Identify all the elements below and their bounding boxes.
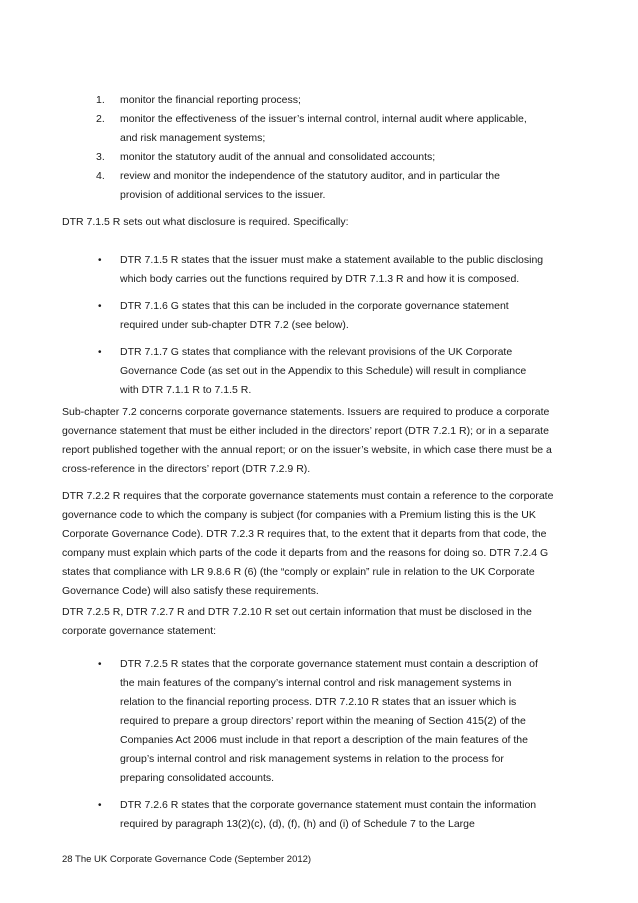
list-item-text: review and monitor the independence of the statutory auditor, and in particular the provision of additional services to the issuer. [120,170,500,201]
bullet-list-dtr-7-1 [0,251,638,408]
bullet-item [0,343,545,400]
list-item [0,110,540,148]
list-item-text: monitor the statutory audit of the annual and consolidated accounts; [120,151,436,163]
bullet-item [0,297,545,335]
list-item [0,167,540,205]
bullet-icon: • [98,659,102,670]
bullet-item-text: DTR 7.1.5 R states that the issuer must make a statement available to the public disclosing which body carries out the functions required by DTR 7.1.3 R and how it is composed. [120,254,544,285]
list-number: 1. [96,94,105,106]
bullet-icon: • [98,301,102,312]
bullet-item [0,655,545,788]
paragraph-sub-chapter-7-2: Sub-chapter 7.2 concerns corporate governance statements. Issuers are required to produce a corporate governance statement that must be either included in the directors’ report (DTR 7.2.1 R); or in a separate report published together with the annual report; or on the issuer’s website, in which case there must be a cross-reference in the directors’ report (DTR 7.2.9 R). [62,406,552,475]
bullet-icon: • [98,347,102,358]
list-number: 3. [96,151,105,163]
page-footer: 28 The UK Corporate Governance Code (September 2012) [62,854,312,865]
bullet-item [0,796,545,834]
list-number: 2. [96,113,105,125]
bullet-item-text: DTR 7.1.7 G states that compliance with the relevant provisions of the UK Corporate Governance Code (as set out in the Appendix to this Schedule) will result in compliance with DTR 7.1.1 R to 7.1.5 R. [120,346,527,396]
bullet-item-text: DTR 7.2.5 R states that the corporate governance statement must contain a description of the main features of the company’s internal control and risk management systems in relation to the financial reporting process. DTR 7.2.10 R states that an issuer which is required to prepare a group directors’ report within the meaning of Section 415(2) of the Companies Act 2006 must include in that report a description of the main features of the group’s internal control and risk management systems in relation to the process for preparing consolidated accounts. [120,658,538,784]
list-item-text: monitor the financial reporting process; [120,94,301,106]
list-item-text: monitor the effectiveness of the issuer’s internal control, internal audit where applicable, and risk management systems; [120,113,527,144]
list-item [0,91,540,110]
paragraph-disclosure-intro: DTR 7.1.5 R sets out what disclosure is required. Specifically: [62,216,349,228]
bullet-icon: • [98,255,102,266]
numbered-list [0,91,638,205]
bullet-item-text: DTR 7.2.6 R states that the corporate governance statement must contain the information required by paragraph 13(2)(c), (d), (f), (h) and (i) of Schedule 7 to the Large [120,799,537,830]
bullet-item-text: DTR 7.1.6 G states that this can be included in the corporate governance statement required under sub-chapter DTR 7.2 (see below). [120,300,509,331]
paragraph-dtr-7-2-2: DTR 7.2.2 R requires that the corporate governance statements must contain a reference to the corporate governance code to which the company is subject (for companies with a Premium listing this is the UK Corporate Governance Code). DTR 7.2.3 R requires that, to the extent that it departs from that code, the company must explain which parts of the code it departs from and the reasons for doing so. DTR 7.2.4 G states that compliance with LR 9.8.6 R (6) (the “comply or explain” rule in relation to the UK Corporate Governance Code) will also satisfy these requirements. [62,490,554,597]
bullet-item [0,251,545,289]
list-item [0,148,540,167]
list-number: 4. [96,170,105,182]
bullet-icon: • [98,800,102,811]
bullet-list-dtr-7-2 [0,655,638,842]
paragraph-dtr-7-2-5: DTR 7.2.5 R, DTR 7.2.7 R and DTR 7.2.10 R set out certain information that must be disclosed in the corporate governance statement: [62,606,532,637]
